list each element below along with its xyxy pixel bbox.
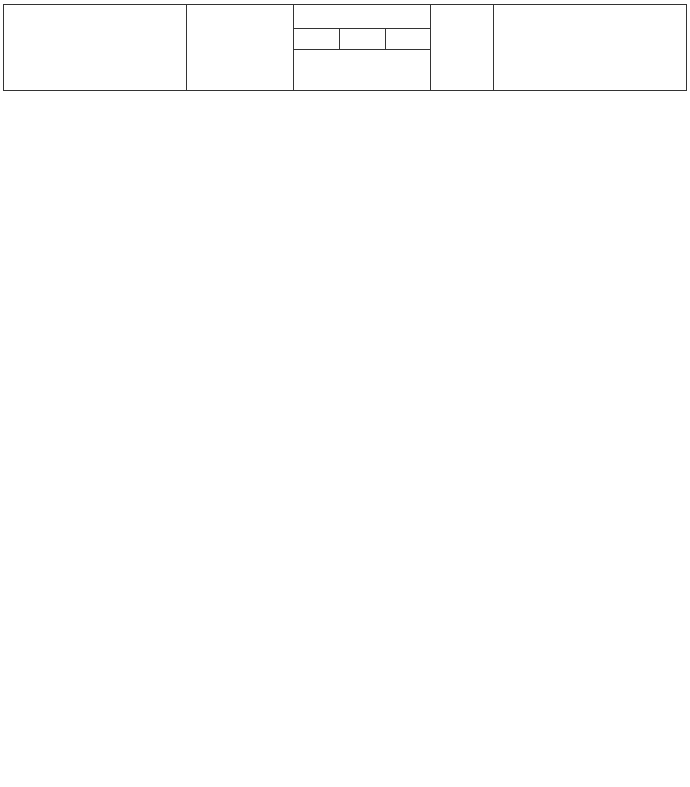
pump-spec-table <box>3 4 687 91</box>
header-installation <box>494 5 687 91</box>
header-power-7-5kw <box>294 29 340 50</box>
header-motor-power <box>294 5 431 29</box>
header-power-15kw <box>386 29 431 50</box>
header-flowrate <box>187 5 294 91</box>
header-model <box>4 5 187 91</box>
header-power-11kw <box>340 29 386 50</box>
header-outlet-pressure <box>294 50 431 91</box>
header-piston-diameter <box>431 5 494 91</box>
